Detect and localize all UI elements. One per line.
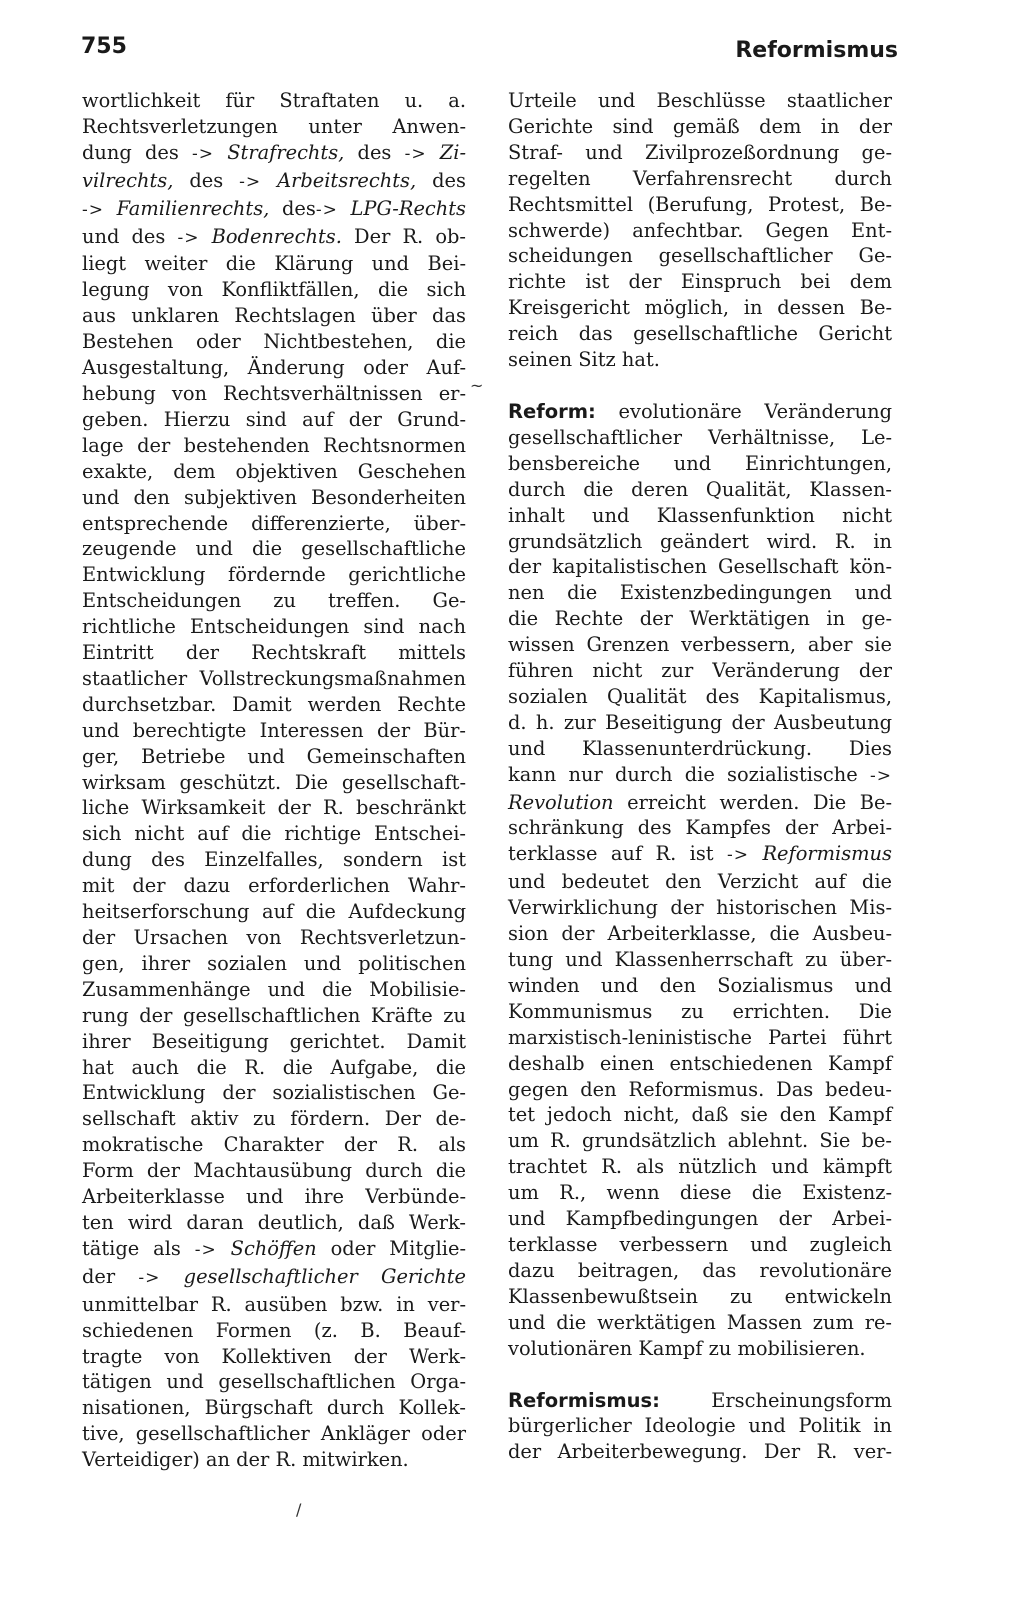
- text-line: scheidungen gesellschaftlicher Ge-: [508, 244, 892, 268]
- text-line: und Klassenunterdrückung. Dies: [508, 736, 892, 760]
- text-line: sion der Arbeiterklasse, die Ausbeu-: [508, 922, 892, 946]
- text-line: der Ursachen von Rechtsverletzun-: [82, 926, 466, 949]
- text-line: zeugende und die gesellschaftliche: [82, 537, 466, 561]
- text-line: sellschaft aktiv zu fördern. Der de-: [82, 1107, 466, 1131]
- text-line: liegt weiter die Klärung und Bei-: [82, 252, 466, 276]
- cross-reference-strafrecht[interactable]: Strafrechts,: [227, 140, 345, 164]
- cross-reference-arrow: ->: [82, 199, 104, 220]
- text-line: exakte, dem objektiven Geschehen: [82, 459, 466, 483]
- text-line: regelten Verfahrensrecht durch: [508, 166, 892, 190]
- margin-mark: ~: [470, 376, 484, 395]
- text-line: liche Wirksamkeit der R. beschränkt: [82, 796, 466, 820]
- cross-reference-arrow: ->: [870, 765, 892, 786]
- text-line: gegen den Reformismus. Das bedeu-: [508, 1077, 892, 1101]
- text-line: trachtet R. als nützlich und kämpft: [508, 1155, 892, 1179]
- text-line: Klassenbewußtsein zu entwickeln: [508, 1284, 892, 1308]
- right-column: [508, 88, 892, 1465]
- text-line: Gerichte sind gemäß dem in der: [508, 114, 892, 138]
- text-line: -> Familienrechts, des-> LPG-Rechts: [82, 196, 467, 220]
- cross-reference-arrow: ->: [192, 143, 215, 164]
- text-line: vilrechts, des -> Arbeitsrechts, des: [82, 168, 466, 192]
- text-line: tet jedoch nicht, daß sie den Kampf: [508, 1103, 892, 1127]
- page-number: 755: [81, 34, 127, 59]
- cross-reference-arrow: ->: [727, 845, 750, 866]
- text-line: Kommunismus zu errichten. Die: [508, 999, 892, 1023]
- margin-mark: /: [296, 1500, 302, 1519]
- text-line: Zusammenhänge und die Mobilisie-: [82, 977, 466, 1001]
- text-line: nisationen, Bürgschaft durch Kollek-: [82, 1396, 466, 1420]
- cross-reference-arrow: ->: [315, 199, 338, 220]
- cross-reference-schoeffen[interactable]: Schöffen: [230, 1236, 317, 1260]
- text-line: legung von Konfliktfällen, die sich: [82, 278, 466, 302]
- cross-reference-arrow: ->: [194, 1239, 217, 1260]
- text-line: tragte von Kollektiven der Werk-: [82, 1344, 466, 1368]
- text-line: inhalt und Klassenfunktion nicht: [508, 503, 892, 527]
- cross-reference-reformismus[interactable]: Reformismus: [762, 842, 892, 866]
- text-line: heitserforschung auf die Aufdeckung: [82, 900, 466, 924]
- entry-reform: [508, 399, 892, 1362]
- text-line: richtliche Entscheidungen sind nach: [82, 615, 466, 639]
- text-line: tätige als -> Schöffen oder Mitglie-: [82, 1236, 466, 1260]
- text-line: terklasse auf R. ist -> Reformismus: [508, 842, 892, 866]
- text-line: kann nur durch die sozialistische ->: [508, 762, 892, 786]
- text-line: ten wird daran deutlich, daß Werk-: [82, 1210, 466, 1234]
- text-line: volutionären Kampf zu mobilisieren.: [508, 1336, 866, 1360]
- text-line: und bedeutet den Verzicht auf die: [508, 870, 892, 894]
- text-line: Rechtsverletzungen unter Anwen-: [82, 114, 466, 138]
- text-line: durchsetzbar. Damit werden Rechte: [82, 692, 466, 716]
- cross-reference-arbeitsrecht[interactable]: Arbeitsrechts,: [277, 168, 417, 192]
- cross-reference-arrow: ->: [239, 171, 262, 192]
- cross-reference-gesellschaftliche-gerichte[interactable]: gesellschaftlicher Gerichte: [183, 1264, 467, 1288]
- text-line: der Arbeiterbewegung. Der R. ver-: [508, 1440, 892, 1464]
- cross-reference-arrow: ->: [404, 143, 427, 164]
- text-line: mit der dazu erforderlichen Wahr-: [82, 874, 466, 898]
- text-line: Reform: evolutionäre Veränderung: [508, 399, 892, 423]
- text-line: der -> gesellschaftlicher Gerichte: [82, 1264, 467, 1288]
- text-line: d. h. zur Beseitigung der Ausbeutung: [508, 710, 892, 734]
- text-line: um R. grundsätzlich ablehnt. Sie be-: [508, 1129, 892, 1153]
- text-line: ger, Betriebe und Gemeinschaften: [82, 744, 466, 768]
- text-line: hat auch die R. die Aufgabe, die: [82, 1055, 466, 1079]
- text-line: und Kampfbedingungen der Arbei-: [508, 1207, 892, 1231]
- text-line: unmittelbar R. ausüben bzw. in ver-: [82, 1292, 466, 1316]
- text-line: aus unklaren Rechtslagen über das: [82, 304, 466, 328]
- cross-reference-zivilrecht-cont[interactable]: vilrechts,: [82, 168, 174, 192]
- text-line: die Rechte der Werktätigen in ge-: [508, 607, 892, 631]
- text-line: winden und den Sozialismus und: [508, 973, 892, 997]
- text-line: staatlicher Vollstreckungsmaßnahmen: [82, 666, 466, 690]
- text-line: Entwicklung der sozialistischen Ge-: [82, 1081, 466, 1105]
- text-line: Rechtsmittel (Berufung, Protest, Be-: [508, 192, 892, 216]
- text-line: gesellschaftlicher Verhältnisse, Le-: [508, 425, 892, 449]
- text-line: reich das gesellschaftliche Gericht: [508, 322, 892, 346]
- text-line: entsprechende differenzierte, über-: [82, 511, 466, 535]
- text-line: terklasse verbessern und zugleich: [508, 1232, 892, 1256]
- text-line: Ausgestaltung, Änderung oder Auf-: [82, 356, 466, 380]
- paragraph-rechtsprechung-end: [508, 88, 892, 373]
- text-line: Straf- und Zivilprozeßordnung ge-: [508, 140, 892, 164]
- cross-reference-familienrecht[interactable]: Familienrechts,: [116, 196, 270, 220]
- entry-term-reform: Reform:: [508, 399, 596, 423]
- text-line: Revolution erreicht werden. Die Be-: [508, 790, 892, 814]
- text-line: grundsätzlich geändert wird. R. in: [508, 529, 892, 553]
- text-line: und berechtigte Interessen der Bür-: [82, 718, 466, 742]
- text-line: Form der Machtausübung durch die: [82, 1159, 466, 1183]
- text-line: und des -> Bodenrechts. Der R. ob-: [82, 224, 466, 248]
- cross-reference-lpg-recht[interactable]: LPG-Rechts: [350, 196, 467, 220]
- text-line: und die werktätigen Massen zum re-: [508, 1310, 892, 1334]
- text-line: ihrer Beseitigung gerichtet. Damit: [82, 1029, 466, 1053]
- text-line: Eintritt der Rechtskraft mittels: [82, 641, 466, 665]
- text-line: marxistisch-leninistische Partei führt: [508, 1025, 892, 1049]
- text-line: mokratische Charakter der R. als: [82, 1133, 466, 1157]
- text-line: Reformismus: Erscheinungsform: [508, 1388, 892, 1412]
- cross-reference-zivilrecht[interactable]: Zi-: [439, 140, 467, 164]
- text-line: seinen Sitz hat.: [508, 348, 660, 372]
- text-line: Arbeiterklasse und ihre Verbünde-: [82, 1185, 466, 1209]
- cross-reference-revolution[interactable]: Revolution: [508, 790, 614, 814]
- text-line: richte ist der Einspruch bei dem: [508, 270, 892, 294]
- text-line: gen, ihrer sozialen und politischen: [82, 951, 466, 975]
- text-line: wissen Grenzen verbessern, aber sie: [508, 633, 892, 657]
- cross-reference-arrow: ->: [138, 1267, 161, 1288]
- entry-term-reformismus: Reformismus:: [508, 1388, 660, 1412]
- text-line: tive, gesellschaftlicher Ankläger oder: [82, 1422, 466, 1446]
- text-line: Verteidiger) an der R. mitwirken.: [82, 1448, 409, 1472]
- text-line: dazu beitragen, das revolutionäre: [508, 1258, 892, 1282]
- cross-reference-arrow: ->: [177, 227, 200, 248]
- text-line: lage der bestehenden Rechtsnormen: [82, 433, 466, 457]
- text-line: Entscheidungen zu treffen. Ge-: [82, 589, 466, 613]
- text-line: geben. Hierzu sind auf der Grund-: [82, 407, 466, 431]
- text-line: sich nicht auf die richtige Entschei-: [82, 822, 466, 846]
- text-line: schränkung des Kampfes der Arbei-: [508, 816, 892, 840]
- text-line: schwerde) anfechtbar. Gegen Ent-: [508, 218, 892, 242]
- entry-reformismus: [508, 1388, 892, 1466]
- text-line: Entwicklung fördernde gerichtliche: [82, 563, 466, 587]
- text-line: nen die Existenzbedingungen und: [508, 581, 892, 605]
- text-line: bensbereiche und Einrichtungen,: [508, 451, 892, 475]
- text-line: wortlichkeit für Straftaten u. a.: [82, 89, 466, 112]
- text-line: dung des -> Strafrechts, des -> Zi-: [82, 140, 467, 164]
- text-line: Verwirklichung der historischen Mis-: [508, 896, 892, 920]
- text-line: und den subjektiven Besonderheiten: [82, 485, 466, 509]
- text-line: bürgerlicher Ideologie und Politik in: [508, 1414, 892, 1438]
- text-line: Urteile und Beschlüsse staatlicher: [508, 89, 892, 112]
- text-line: dung des Einzelfalles, sondern ist: [82, 848, 466, 872]
- text-line: hebung von Rechtsverhältnissen er-: [82, 381, 466, 405]
- text-line: durch die deren Qualität, Klassen-: [508, 477, 892, 501]
- text-line: tung und Klassenherrschaft zu über-: [508, 948, 892, 971]
- text-line: wirksam geschützt. Die gesellschaft-: [82, 770, 466, 794]
- text-line: tätigen und gesellschaftlichen Orga-: [82, 1370, 466, 1394]
- text-line: Kreisgericht möglich, in dessen Be-: [508, 296, 892, 320]
- text-line: Bestehen oder Nichtbestehen, die: [82, 330, 466, 354]
- text-line: sozialen Qualität des Kapitalismus,: [508, 684, 892, 708]
- text-line: schiedenen Formen (z. B. Beauf-: [82, 1318, 466, 1342]
- text-line: rung der gesellschaftlichen Kräfte zu: [82, 1003, 466, 1027]
- running-head: Reformismus: [735, 38, 898, 63]
- cross-reference-bodenrecht[interactable]: Bodenrechts.: [211, 224, 342, 248]
- text-line: der kapitalistischen Gesellschaft kön-: [508, 555, 892, 579]
- text-line: deshalb einen entschiedenen Kampf: [508, 1051, 892, 1075]
- text-line: führen nicht zur Veränderung der: [508, 659, 892, 683]
- left-column: [82, 88, 466, 1473]
- text-line: um R., wenn diese die Existenz-: [508, 1181, 892, 1205]
